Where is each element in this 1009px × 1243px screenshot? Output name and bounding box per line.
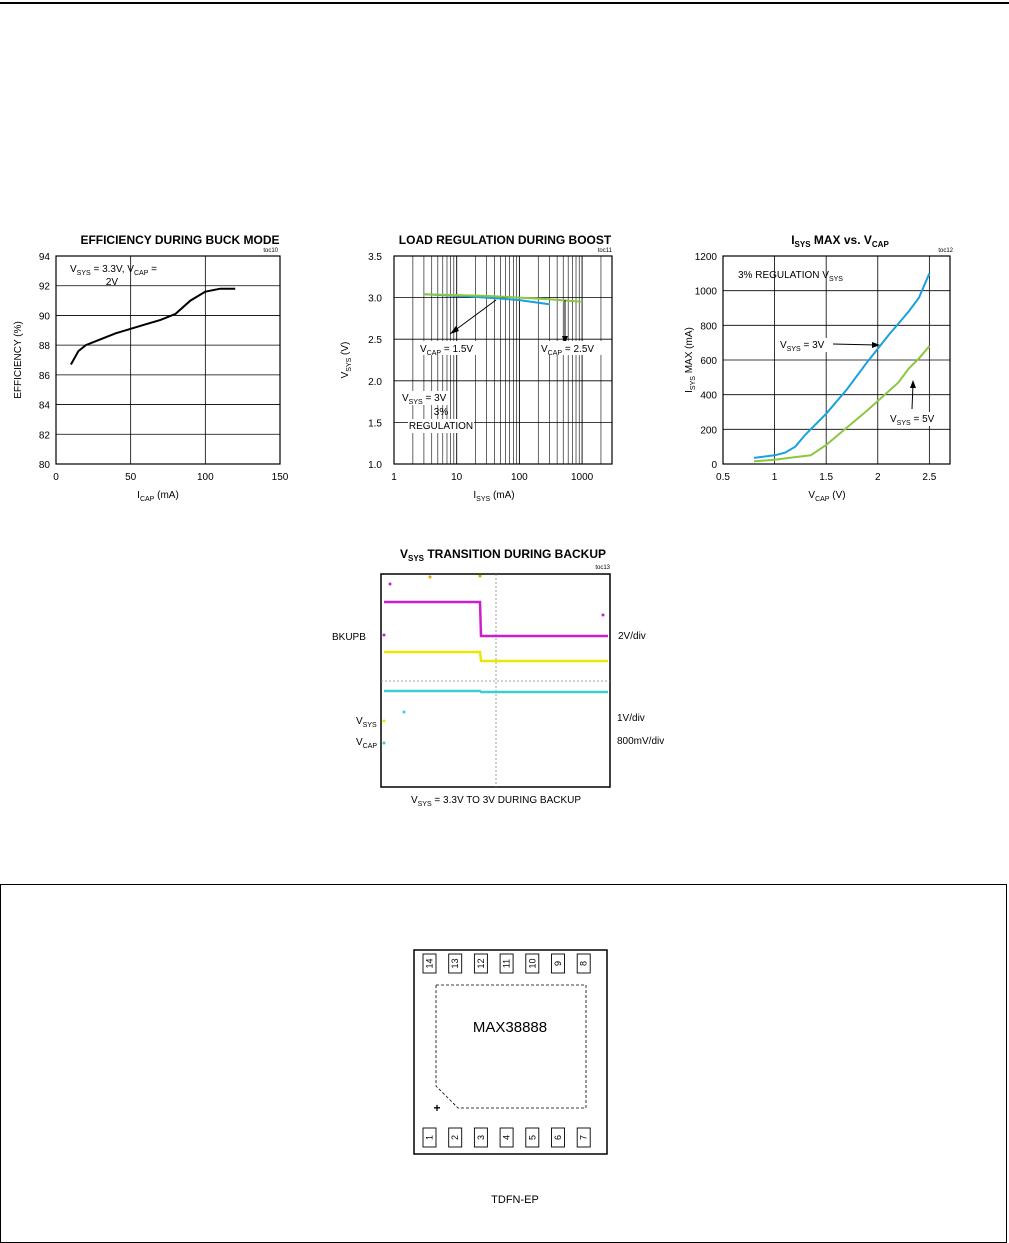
x-tick-label: 1 xyxy=(391,472,397,483)
y-tick-label: 800 xyxy=(700,321,717,333)
y-tick-label: 2.0 xyxy=(368,376,382,388)
x-tick-label: 50 xyxy=(125,472,137,483)
y-tick-label: 400 xyxy=(700,390,717,402)
isys-max-chart xyxy=(683,226,973,506)
x-tick-label: 10 xyxy=(451,472,463,483)
x-tick-label: 0 xyxy=(53,472,59,483)
chart-title: $V_{SYS}$ TRANSITION DURING BACKUP xyxy=(399,547,607,563)
trigger-marker xyxy=(383,634,386,637)
x-tick-label: 2 xyxy=(874,472,881,483)
header-rule xyxy=(0,2,1009,4)
x-tick-labels xyxy=(53,472,289,483)
trigger-marker xyxy=(383,742,386,745)
y-tick-label: 84 xyxy=(38,400,50,412)
series-label-vsys-5v: $V_{SYS} = 5V$ xyxy=(890,414,935,427)
pin-number: 8 xyxy=(578,960,589,967)
package-name: TDFN-EP xyxy=(491,1194,539,1206)
y-tick-label: 1.0 xyxy=(368,460,382,471)
label-vsys: $V_{SYS}$ xyxy=(356,716,377,729)
y-tick-label: 600 xyxy=(700,356,717,367)
chart-title: EFFICIENCY DURING BUCK MODE xyxy=(80,233,280,247)
note-vsys: $V_{SYS} = 3V$ xyxy=(402,393,447,406)
annotation-line2: 2V xyxy=(105,277,119,288)
chart-tag: toc10 xyxy=(263,248,278,254)
chart-title: LOAD REGULATION DURING BOOST xyxy=(398,233,612,247)
pin-number: 2 xyxy=(450,1134,461,1141)
package-diagram xyxy=(400,940,620,1210)
x-tick-labels xyxy=(716,472,937,483)
pin-number: 3 xyxy=(475,1134,486,1141)
x-tick-label: 100 xyxy=(511,472,528,483)
x-tick-label: 100 xyxy=(196,472,214,483)
arrowhead xyxy=(450,326,459,334)
y-tick-label: 82 xyxy=(38,430,50,442)
x-axis-label: $I_{SYS}$ (mA) xyxy=(473,490,515,503)
y-tick-label: 1000 xyxy=(694,286,717,298)
chart-tag: toc13 xyxy=(595,565,610,571)
y-tick-label: 2.5 xyxy=(368,335,382,347)
label-vcap: $V_{CAP}$ xyxy=(356,737,378,750)
series-label-vsys-3v: $V_{SYS} = 3V$ xyxy=(780,340,825,353)
pin-number: 4 xyxy=(501,1134,512,1141)
part-number: MAX38888 xyxy=(472,1019,548,1036)
label-800mv-div: 800mV/div xyxy=(617,736,665,747)
chart-tag: toc12 xyxy=(938,248,953,254)
x-tick-label: 1 xyxy=(771,472,778,483)
y-tick-label: 200 xyxy=(700,425,717,437)
x-tick-label: 2.5 xyxy=(922,472,937,483)
y-tick-labels xyxy=(368,252,382,471)
pin-number: 7 xyxy=(578,1134,589,1141)
y-tick-label: 3.0 xyxy=(368,293,382,305)
y-tick-label: 86 xyxy=(38,370,50,382)
y-axis-label: EFFICIENCY (%) xyxy=(13,321,24,399)
label-2v-div: 2V/div xyxy=(618,631,646,642)
arrow-vsys-3v xyxy=(833,344,876,345)
y-tick-labels xyxy=(39,252,51,471)
y-tick-label: 1200 xyxy=(694,252,717,263)
y-tick-label: 88 xyxy=(38,341,50,353)
pin-number: 12 xyxy=(475,958,486,969)
series-vsys-3v xyxy=(754,273,929,458)
pin-number: 5 xyxy=(527,1134,538,1141)
trigger-marker xyxy=(602,614,605,617)
series-label-vcap-2-5v: $V_{CAP} = 2.5V$ xyxy=(541,344,595,357)
package-outline xyxy=(414,950,607,1154)
pin-number: 13 xyxy=(450,958,461,969)
y-tick-label: 90 xyxy=(38,311,50,323)
y-tick-label: 0 xyxy=(711,460,717,471)
series-vsys-5v xyxy=(754,346,929,461)
y-tick-label: 1.5 xyxy=(368,418,382,430)
y-axis-label: $I_{SYS}$ MAX (mA) xyxy=(684,327,697,393)
y-tick-label: 80 xyxy=(38,460,50,471)
label-bkupb: BKUPB xyxy=(332,632,366,643)
chart-grid xyxy=(56,256,280,464)
series-label-vcap-1-5v: $V_{CAP} = 1.5V$ xyxy=(420,344,474,357)
note-regulation: 3% REGULATION $V_{SYS}$ xyxy=(738,270,843,283)
arrowhead xyxy=(910,380,916,388)
y-tick-labels xyxy=(695,252,718,471)
y-axis-label: $V_{SYS}$ (V) xyxy=(340,341,353,379)
efficiency-chart xyxy=(8,226,298,506)
x-tick-labels xyxy=(391,472,593,483)
load-regulation-chart xyxy=(334,226,624,506)
trigger-marker xyxy=(429,576,432,579)
pin1-marker: + xyxy=(433,1101,441,1115)
scope-screen xyxy=(381,574,610,787)
y-tick-label: 3.5 xyxy=(368,252,382,263)
pin-number: 14 xyxy=(424,958,435,969)
x-axis-label: $V_{CAP}$ (V) xyxy=(808,490,846,503)
scope-caption: $V_{SYS} = 3.3V$ TO 3V DURING BACKUP xyxy=(410,795,582,808)
label-1v-div: 1V/div xyxy=(617,713,645,724)
x-tick-label: 1.5 xyxy=(819,472,834,483)
annotation: $V_{SYS} = 3.3V$, $V_{CAP}$ = xyxy=(70,264,157,277)
note-regulation: REGULATION xyxy=(408,421,474,432)
trigger-marker xyxy=(383,720,386,723)
plot-frame xyxy=(56,256,280,464)
y-tick-label: 94 xyxy=(38,252,50,263)
pin-number: 1 xyxy=(424,1134,435,1141)
pin-number: 10 xyxy=(527,958,538,969)
note-3pct: 3% xyxy=(433,407,449,418)
pin-number: 6 xyxy=(553,1134,563,1141)
x-tick-label: 150 xyxy=(271,472,289,483)
x-axis-label: $I_{CAP}$ (mA) xyxy=(137,490,179,503)
y-tick-label: 92 xyxy=(38,281,50,293)
chart-tag: toc11 xyxy=(597,248,612,254)
trigger-marker xyxy=(479,575,482,578)
x-tick-label: 1000 xyxy=(570,472,594,483)
pin-number: 9 xyxy=(553,960,563,967)
efficiency-series xyxy=(71,289,235,365)
trace-vcap xyxy=(384,691,608,692)
scope-transition-chart xyxy=(320,540,690,815)
trigger-marker xyxy=(389,583,392,586)
x-tick-label: 0.5 xyxy=(716,472,730,483)
trigger-marker xyxy=(403,711,406,714)
chart-title: $I_{SYS}$ MAX vs. $V_{CAP}$ xyxy=(791,233,889,249)
pin-number: 11 xyxy=(501,958,512,969)
